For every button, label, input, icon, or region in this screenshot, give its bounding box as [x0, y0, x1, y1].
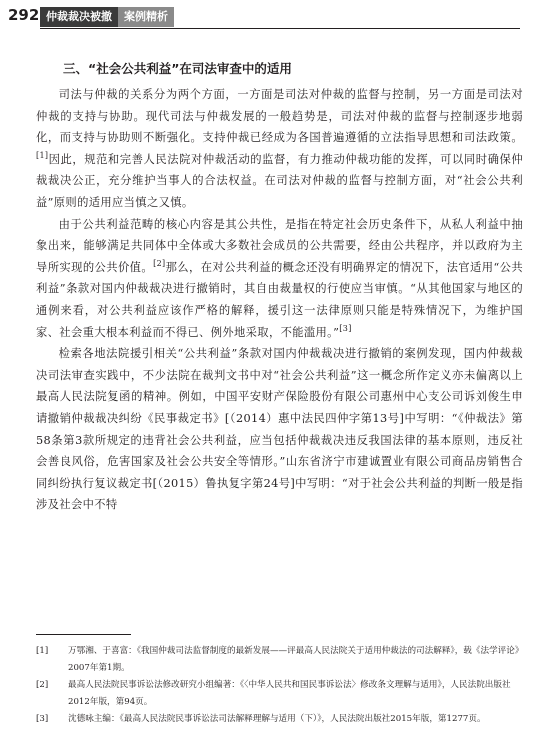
- page-number: 292: [8, 6, 40, 24]
- page-header: [0, 0, 558, 34]
- section-label: 案例精析: [118, 7, 174, 27]
- running-head: [40, 7, 174, 27]
- footnote-3: [36, 711, 526, 728]
- footnote-1-text: 万鄂湘、于喜富：《我国仲裁司法监督制度的最新发展——评最高人民法院关于适用仲裁法的司法解释》，载《法学评论》2007年第1期。: [68, 646, 524, 673]
- paragraph-1-text-b: 因此，规范和完善人民法院对仲裁活动的监督，有力推动仲裁功能的发挥，可以同时确保仲裁裁决公正，充分维护当事人的合法权益。在司法对仲裁的监督与控制方面，对“社会公共利益”原则的适用应当慎之又慎。: [36, 152, 523, 209]
- paragraph-2-text-a: 由于公共利益范畴的核心内容是其公共性，是指在特定社会历史条件下，从私人利益中抽象出来，能够满足共同体中全体或大多数社会成员的公共需要，经由公共程序，并以政府为主导所实现的公共价值。: [36, 217, 523, 274]
- section-heading: 三、“社会公共利益”在司法审查中的适用: [63, 61, 292, 76]
- footnote-2: [36, 677, 526, 711]
- paragraph-3: [36, 343, 523, 516]
- footnote-1: [36, 643, 526, 677]
- footnote-1-marker: [1]: [36, 646, 49, 656]
- header-rule: [40, 28, 520, 29]
- footnote-2-text: 最高人民法院民事诉讼法修改研究小组编著：《〈中华人民共和国民事诉讼法〉修改条文理解与适用》，人民法院出版社2012年版，第94页。: [68, 680, 511, 707]
- paragraph-3-text: 检索各地法院援引相关“公共利益”条款对国内仲裁裁决进行撤销的案例发现，国内仲裁裁决司法审查实践中，不少法院在裁判文书中对“社会公共利益”这一概念所作定义亦未偏离以上最高人民法院复函的精神。例如，中国平安财产保险股份有限公司惠州中心支公司诉刘俊生申请撤销仲裁裁决纠纷《民事裁定书》[（2014）惠中法民四仲字第13号]中写明：“《仲裁法》第58条第3款所规定的违背社会公共利益，应当包括仲裁裁决违反我国法律的基本原则，违反社会善良风俗，危害国家及社会公共安全等情形。”山东省济宁市建诚置业有限公司商品房销售合同纠纷执行复议裁定书[（2015）鲁执复字第24号]中写明：“对于社会公共利益的判断一般是指涉及社会中不特: [36, 347, 523, 512]
- footnotes: [36, 643, 526, 728]
- paragraph-1-text-a: 司法与仲裁的关系分为两个方面，一方面是司法对仲裁的监督与控制，另一方面是司法对仲裁的支持与协助。现代司法与仲裁发展的一般趋势是，司法对仲裁的监督与控制逐步地弱化，而支持与协助则不断强化。支持仲裁已经成为各国普遍遵循的立法指导思想和司法政策。: [36, 88, 523, 145]
- paragraph-1: [36, 84, 523, 214]
- footnote-rule: [36, 634, 131, 635]
- footnote-3-marker: [3]: [36, 714, 49, 724]
- paragraph-2-text-b: 那么，在对公共利益的概念还没有明确界定的情况下，法官适用“公共利益”条款对国内仲裁裁决进行撤销时，其自由裁量权的行使应当审慎。“从其他国家与地区的通例来看，对公共利益应该作严格的解释，援引这一法律原则只能是特殊情况下，为维护国家、社会重大根本利益而不得已、例外地采取，不能滥用。”: [36, 260, 523, 339]
- footnote-3-text: 沈德咏主编：《最高人民法院民事诉讼法司法解释理解与适用（下）》，人民法院出版社2015年版，第1277页。: [68, 714, 486, 724]
- footnote-ref-3[interactable]: [3]: [339, 323, 352, 333]
- body-text: [36, 84, 523, 516]
- footnote-2-marker: [2]: [36, 680, 49, 690]
- footnote-ref-2[interactable]: [2]: [153, 258, 166, 268]
- book-title: 仲裁裁决被撤: [40, 7, 118, 27]
- footnote-ref-1[interactable]: [1]: [36, 151, 49, 161]
- paragraph-2: [36, 214, 523, 344]
